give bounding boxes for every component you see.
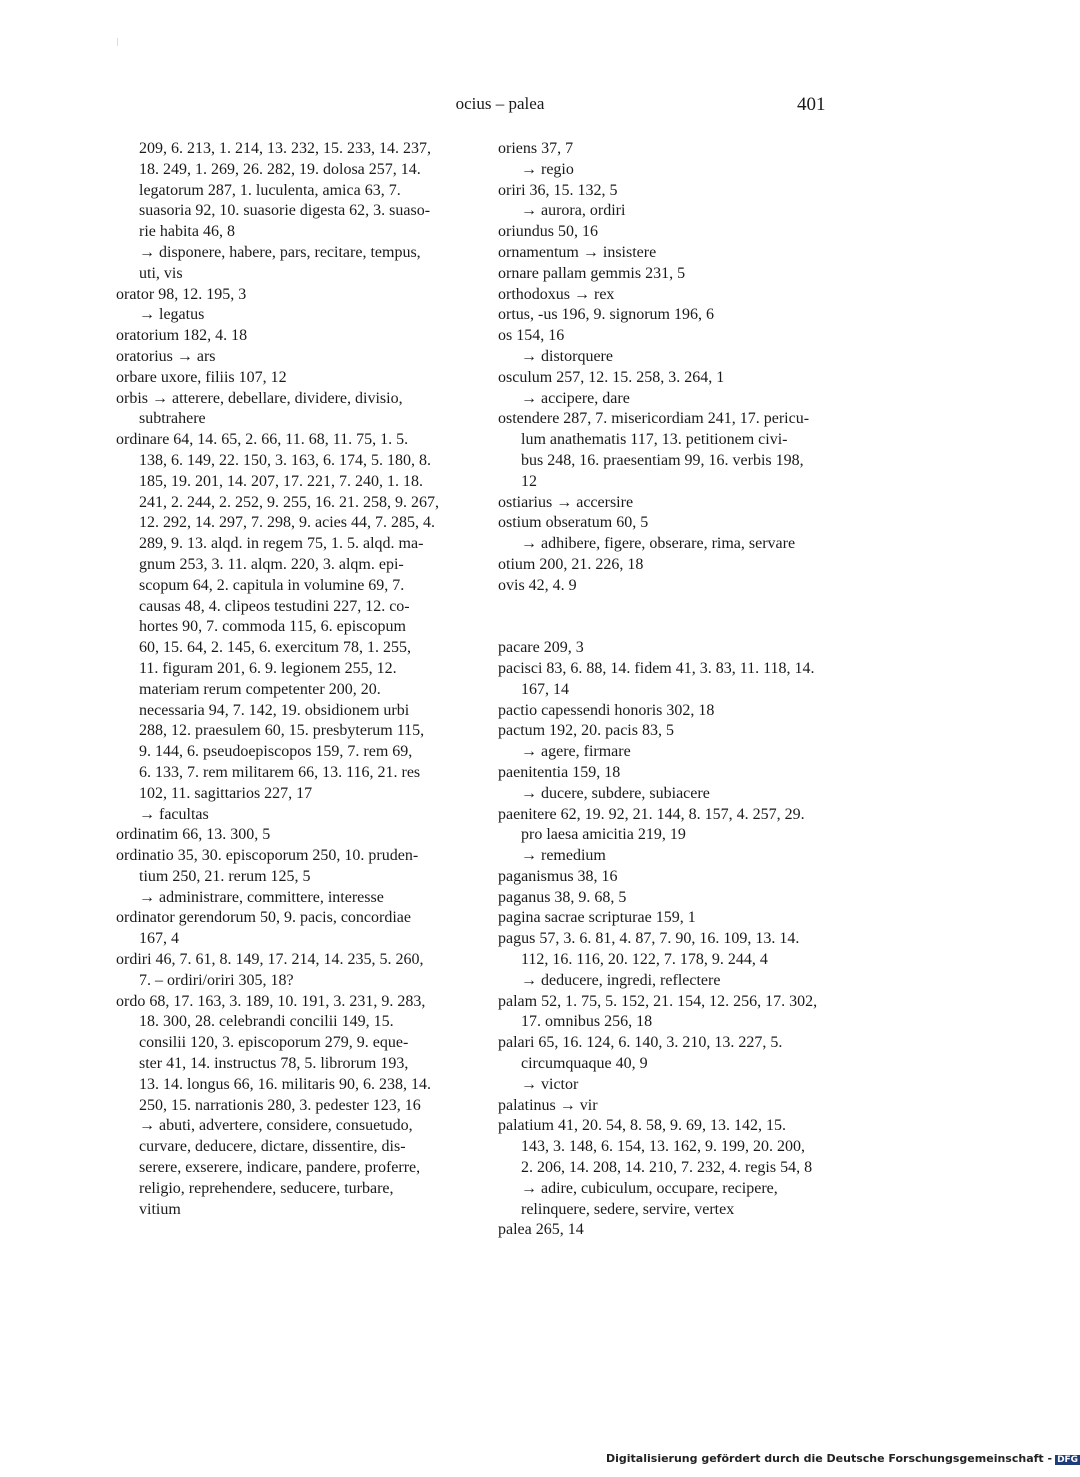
index-entry-continuation: → disponere, habere, pars, recitare, tempus, <box>139 243 421 261</box>
index-entry-line: palatinus → vir <box>498 1096 598 1114</box>
index-entry-continuation: gnum 253, 3. 11. alqm. 220, 3. alqm. epi- <box>139 555 404 573</box>
index-entry-line: oriundus 50, 16 <box>498 223 598 241</box>
index-entry-line: orator 98, 12. 195, 3 <box>116 285 247 303</box>
section-gap <box>498 617 838 638</box>
index-entry-continuation: suasoria 92, 10. suasorie digesta 62, 3. suaso- <box>139 202 431 220</box>
index-entry-line: oriens 37, 7 <box>498 140 574 157</box>
index-entry-continuation: 289, 9. 13. alqd. in regem 75, 1. 5. alqd. ma- <box>139 535 424 553</box>
index-entry-line: pacare 209, 3 <box>498 639 584 657</box>
index-entry-continuation: 241, 2. 244, 2. 252, 9. 255, 16. 21. 258, 9. 267, <box>139 493 439 511</box>
index-entry-line: ordinator gerendorum 50, 9. pacis, concordiae <box>116 909 412 927</box>
index-entry-line: ordiri 46, 7. 61, 8. 149, 17. 214, 14. 235, 5. 260, <box>116 951 424 969</box>
index-entry-continuation: 9. 144, 6. pseudoepiscopos 159, 7. rem 69, <box>139 743 413 761</box>
index-entry-continuation: → abuti, advertere, considere, consuetudo, <box>139 1117 413 1135</box>
index-entry-continuation: 18. 300, 28. celebrandi concilii 149, 15. <box>139 1013 394 1031</box>
index-entry-continuation: → adire, cubiculum, occupare, recipere, <box>521 1179 778 1197</box>
index-entry-continuation: 17. omnibus 256, 18 <box>521 1013 653 1031</box>
index-entry-continuation: 7. – ordiri/oriri 305, 18? <box>139 971 294 989</box>
footer-credit <box>606 1452 1080 1465</box>
index-entry-line: pagina sacrae scripturae 159, 1 <box>498 909 696 927</box>
index-entry-line: paenitentia 159, 18 <box>498 763 621 781</box>
index-entry-continuation: legatorum 287, 1. luculenta, amica 63, 7. <box>139 181 401 199</box>
page-number: 401 <box>797 94 826 115</box>
index-entry-continuation: 288, 12. praesulem 60, 15. presbyterum 115, <box>139 722 425 740</box>
dfg-logo: DFG <box>1057 1455 1079 1465</box>
index-entry-continuation: → victor <box>521 1075 579 1093</box>
index-entry-continuation: → administrare, committere, interesse <box>139 888 384 906</box>
index-entry-continuation: → agere, firmare <box>521 743 631 761</box>
index-entry-continuation: 143, 3. 148, 6. 154, 13. 162, 9. 199, 20. 200, <box>521 1138 805 1156</box>
index-entry-continuation: subtrahere <box>139 410 206 428</box>
index-entry-continuation: uti, vis <box>139 264 183 282</box>
index-entry-line: osculum 257, 12. 15. 258, 3. 264, 1 <box>498 368 725 386</box>
index-entry-continuation: → adhibere, figere, obserare, rima, servare <box>521 535 796 553</box>
running-header: ocius – palea <box>455 94 545 113</box>
index-entry-continuation: necessaria 94, 7. 142, 19. obsidionem urbi <box>139 701 410 719</box>
index-entry-continuation: bus 248, 16. praesentiam 99, 16. verbis 198, <box>521 451 804 469</box>
index-entry-line: ostium obseratum 60, 5 <box>498 514 649 532</box>
index-entry-line: pagus 57, 3. 6. 81, 4. 87, 7. 90, 16. 109, 13. 14. <box>498 930 800 948</box>
index-entry-line: palari 65, 16. 124, 6. 140, 3. 210, 13. 227, 5. <box>498 1034 783 1052</box>
index-entry-continuation: hortes 90, 7. commoda 115, 6. episcopum <box>139 618 406 636</box>
index-entry-continuation: pro laesa amicitia 219, 19 <box>521 826 686 844</box>
section-gap <box>498 597 838 618</box>
index-entry-continuation: 185, 19. 201, 14. 207, 17. 221, 7. 240, 1. 18. <box>139 472 423 490</box>
index-entry-line: ornare pallam gemmis 231, 5 <box>498 264 686 282</box>
index-entry-line: orbare uxore, filiis 107, 12 <box>116 368 287 386</box>
index-entry-line: palatium 41, 20. 54, 8. 58, 9. 69, 13. 142, 15. <box>498 1117 786 1135</box>
index-entry-continuation: 12. 292, 14. 297, 7. 298, 9. acies 44, 7. 285, 4. <box>139 514 435 532</box>
index-entry-line: oriri 36, 15. 132, 5 <box>498 181 618 199</box>
index-entry-continuation: materiam rerum competenter 200, 20. <box>139 680 381 698</box>
index-entry-line: ovis 42, 4. 9 <box>498 576 577 594</box>
index-entry-line: oratorius → ars <box>116 347 216 365</box>
footer-text: Digitalisierung gefördert durch die Deutsche Forschungsgemeinschaft - <box>606 1452 1053 1465</box>
index-entry-continuation: 167, 14 <box>521 680 569 698</box>
index-entry-line: ordinatio 35, 30. episcoporum 250, 10. pruden- <box>116 847 419 865</box>
index-entry-continuation: 250, 15. narrationis 280, 3. pedester 123, 16 <box>139 1096 421 1114</box>
index-entry-continuation: 18. 249, 1. 269, 26. 282, 19. dolosa 257, 14. <box>139 160 421 178</box>
index-entry-line: ostiarius → accersire <box>498 493 634 511</box>
index-entry-continuation: 12 <box>521 472 537 490</box>
index-entry-continuation: 112, 16. 116, 20. 122, 7. 178, 9. 244, 4 <box>521 951 768 969</box>
index-entry-continuation: ster 41, 14. instructus 78, 5. librorum 193, <box>139 1055 409 1073</box>
index-entry-line: ortus, -us 196, 9. signorum 196, 6 <box>498 306 714 324</box>
index-entry-continuation: 102, 11. sagittarios 227, 17 <box>139 784 313 802</box>
index-entry-continuation: 167, 4 <box>139 930 179 948</box>
index-entry-continuation: vitium <box>139 1200 181 1218</box>
index-entry-continuation: → deducere, ingredi, reflectere <box>521 971 721 989</box>
index-entry-line: pactum 192, 20. pacis 83, 5 <box>498 722 674 740</box>
index-entry-line: ornamentum → insistere <box>498 243 657 261</box>
index-entry-line: orthodoxus → rex <box>498 285 615 303</box>
index-entry-line: paganismus 38, 16 <box>498 867 618 885</box>
index-entry-line: ordo 68, 17. 163, 3. 189, 10. 191, 3. 231, 9. 283, <box>116 992 426 1010</box>
index-entry-line: palea 265, 14 <box>498 1221 584 1239</box>
index-entry-line: paganus 38, 9. 68, 5 <box>498 888 627 906</box>
index-entry-continuation: tium 250, 21. rerum 125, 5 <box>139 867 311 885</box>
index-entry-line: paenitere 62, 19. 92, 21. 144, 8. 157, 4. 257, 29. <box>498 805 805 823</box>
index-entry-continuation: 138, 6. 149, 22. 150, 3. 163, 6. 174, 5. 180, 8. <box>139 451 431 469</box>
index-entry-continuation: 6. 133, 7. rem militarem 66, 13. 116, 21. res <box>139 763 421 781</box>
index-entry-line: orbis → atterere, debellare, dividere, divisio, <box>116 389 403 407</box>
index-entry-continuation: religio, reprehendere, seducere, turbare, <box>139 1179 394 1197</box>
index-entry-continuation: → aurora, ordiri <box>521 202 626 220</box>
index-entry-continuation: → accipere, dare <box>521 389 630 407</box>
index-entry-continuation: lum anathematis 117, 13. petitionem civi- <box>521 431 788 449</box>
index-entry-continuation: serere, exserere, indicare, pandere, proferre, <box>139 1159 421 1177</box>
index-column-left <box>116 139 456 1220</box>
index-entry-continuation: curvare, deducere, dictare, dissentire, dis- <box>139 1138 406 1156</box>
index-entry-line: pactio capessendi honoris 302, 18 <box>498 701 715 719</box>
index-entry-continuation: → distorquere <box>521 347 613 365</box>
index-entry-continuation: → legatus <box>139 306 205 324</box>
index-entry-line: oratorium 182, 4. 18 <box>116 327 248 345</box>
index-column-right <box>498 139 838 1241</box>
index-entry-continuation: 11. figuram 201, 6. 9. legionem 255, 12. <box>139 659 397 677</box>
index-entry-line: otium 200, 21. 226, 18 <box>498 555 644 573</box>
index-entry-line: palam 52, 1. 75, 5. 152, 21. 154, 12. 256, 17. 302, <box>498 992 818 1010</box>
index-entry-continuation: circumquaque 40, 9 <box>521 1055 648 1073</box>
index-entry-continuation: relinquere, sedere, servire, vertex <box>521 1200 735 1218</box>
index-entry-line: ordinare 64, 14. 65, 2. 66, 11. 68, 11. 75, 1. 5. <box>116 431 409 449</box>
index-entry-continuation: 209, 6. 213, 1. 214, 13. 232, 15. 233, 14. 237, <box>139 140 431 157</box>
index-entry-continuation: scopum 64, 2. capitula in volumine 69, 7. <box>139 576 405 594</box>
index-entry-continuation: → facultas <box>139 805 209 823</box>
index-entry-line: pacisci 83, 6. 88, 14. fidem 41, 3. 83, 11. 118, 14. <box>498 659 815 677</box>
margin-mark <box>117 38 118 46</box>
index-entry-continuation: 13. 14. longus 66, 16. militaris 90, 6. 238, 14. <box>139 1075 431 1093</box>
index-entry-continuation: causas 48, 4. clipeos testudini 227, 12. co- <box>139 597 410 615</box>
index-entry-continuation: consilii 120, 3. episcoporum 279, 9. eque- <box>139 1034 409 1052</box>
index-entry-continuation: 60, 15. 64, 2. 145, 6. exercitum 78, 1. 255, <box>139 639 411 657</box>
index-entry-line: ordinatim 66, 13. 300, 5 <box>116 826 271 844</box>
index-entry-continuation: rie habita 46, 8 <box>139 223 235 241</box>
index-entry-continuation: 2. 206, 14. 208, 14. 210, 7. 232, 4. regis 54, 8 <box>521 1159 813 1177</box>
index-entry-continuation: → ducere, subdere, subiacere <box>521 784 710 802</box>
index-entry-line: os 154, 16 <box>498 327 565 345</box>
index-entry-continuation: → regio <box>521 160 574 178</box>
index-entry-continuation: → remedium <box>521 847 606 865</box>
index-entry-line: ostendere 287, 7. misericordiam 241, 17. pericu- <box>498 410 810 428</box>
